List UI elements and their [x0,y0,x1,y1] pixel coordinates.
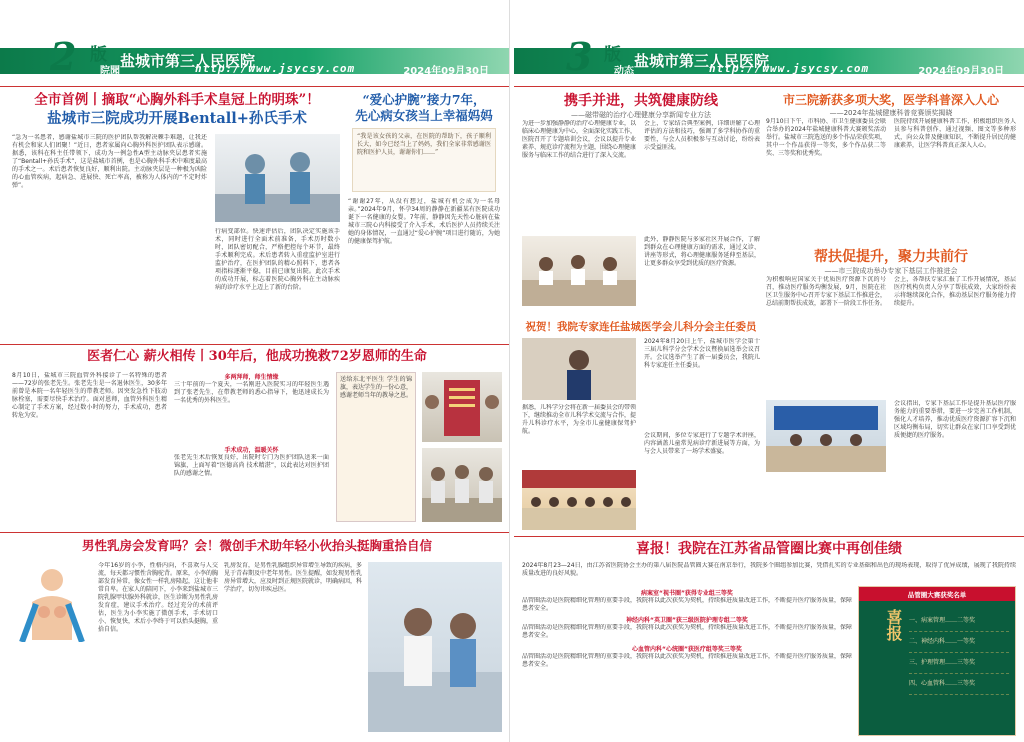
ban-label: 版 [604,45,621,65]
article-subtitle: 盐城市三院成功开展Bentall+孙氏手术 [47,110,307,127]
article-grassroots [766,248,1016,532]
poster-header: 品管圈大赛获奖名单 [859,587,1015,601]
article-body-bottom: 会议指出，专家下基层工作是提升基层医疗服务能力的重要举措，要进一步完善工作机制，强化人才培养，推动优质医疗资源扩容下沉和区域均衡布局，切实让群众在家门口享受到优质便捷的医疗服务。 [894,400,1016,439]
conference-photo [766,400,886,472]
site-url: http://www.jsycsy.com [709,62,870,75]
article-body-right: 乳房发育，是男性乳腺组织异常增生导致的疾病，多见于青春期及中老年男性。医生提醒，如发现男性乳房异常增大，应及时到正规医院就诊，明确病因，科学治疗，切勿讳疾忌医。 [224,562,362,593]
page-number: 3 [566,34,593,79]
article-body-right: 医院持续开展健康科普工作，积极组织医务人员参与科普创作，通过视频、图文等多种形式，向公众普及健康知识，不断提升居民的健康素养，让医学科普真正深入人心。 [894,118,1016,149]
article-body-right: 张老先生术后恢复良好，出院时专门为医护团队送来一面锦旗，上面写着“医德高尚 技术精湛”，以此表达对医护团队的感谢之情。 [174,454,329,477]
article-title: 医者仁心 薪火相传丨30年后，他成功挽救72岁恩师的生命 [87,349,427,364]
article-subtitle: ——市三院成功举办专家下基层工作推进会 [824,267,958,275]
ban-label: 版 [90,45,107,65]
article-pediatrics [522,320,760,532]
article-body-right: 行病变部位。快速评估后，团队决定实施该手术，同时进行全面术前准备，手术历时数小时，团队密切配合，严格把控每个环节，最终手术顺利完成。术后患者转入重症监护室进行监护治疗，在医护团队的精心照料下，患者各项指标逐渐平稳，目前已康复出院。此次手术的成功开展，标志着医院心胸外科在主动脉疾病的诊疗水平上迈上了新的台阶。 [215,228,340,291]
article-body: 8月10日，盐城市三院血管外科接诊了一名特殊的患者——72岁的张老先生。张老先生是一名退休医生，30多年前曾是本院一名年轻医生的带教老师。因突发急性下肢动脉栓塞，需要尽快手术治疗。面对恩师，血管外科医生精心制定了手术方案，经过数小时的努力，手术成功，患者转危为安。 [12,372,167,419]
banner-photo [422,372,502,442]
team-photo [422,448,502,522]
article-body-right: 会上，专家结合典型案例，详细讲解了心理评估的方法和技巧，强调了多学科协作的重要性，与会人员积极参与互动讨论，纷纷表示受益匪浅。 [644,120,760,151]
article-title: “爱心护腕”接力7年， [362,92,486,107]
surgery-photo [215,134,340,222]
poster-calligraphy: 喜报 [884,609,903,641]
article-gynecomastia [12,538,502,738]
article-love-wristband [348,92,500,332]
award-poster [858,586,1016,736]
article-body: 为积极响应国家关于优质医疗资源下沉的号召，推动医疗服务均衡发展，9月，医院在社区卫生服务中心召开专家下基层工作推进会，总结前期帮扶成效，部署下一阶段工作任务。 [766,276,886,307]
award-row: 二、神经内科……一等奖 [909,632,1009,653]
award-row: 一、病案管理……二等奖 [909,611,1009,632]
article-body: “急为一名患者，感谢盐城市三院的医护团队帮我解决棘手难题，让我还有机会和家人们团聚！”近日，患者家属向心胸外科医护团队表示感谢。据悉，该科在科主任带领下，成功为一例急性A型主动脉夹层患者实施了“Bentall+孙氏手术”，这是盐城市首例，也是心胸外科手术中难度最高的手术之一。术后患者恢复良好，顺利出院。主动脉夹层是一种极为凶险的心血管疾病，起病急、进展快、死亡率高，被称为人体内的“不定时炸弹”。 [12,134,207,189]
article-qcc [522,540,1016,740]
award-list [909,611,1009,695]
article-title: 携手并进，共筑健康防线 [564,93,718,109]
article-subtitle: ——磁带磁的治疗心理健康分享新闻专业方法 [571,111,711,119]
award-row: 四、心血管科……三等奖 [909,674,1009,695]
article-subtitle: ——2024年盐城健康科普竞赛颁奖揭晓 [829,109,953,117]
doctor-photo [368,562,502,732]
award-row: 三、护理管理……三等奖 [909,653,1009,674]
article-body-right: 据悉，儿科学分会将在新一届委员会的带领下，继续推动全市儿科学术交流与合作，提升儿科诊疗水平，为全市儿童健康保驾护航。 [522,404,636,435]
article-intro: 2024年8月23—24日，由江苏省医院协会主办的第八届医院品管圈大赛在南京举行，我院多个圈组参加比赛，凭借扎实的专业基础和出色的现场表现，取得了优异成绩，展现了我院持续质量改进的良好风貌。 [522,562,1016,577]
article-title: 祝贺！我院专家连任盐城医学会儿科分会主任委员 [525,321,757,333]
article-title: 全市首例丨摘取“心胸外科手术皇冠上的明珠”！ [34,92,320,108]
page-3 [514,0,1024,742]
speaker-photo [522,338,636,400]
article-body-right: 会上，各帮扶专家汇报了工作开展情况，基层医疗机构负责人分享了帮扶成效，大家纷纷表示将继续深化合作，推动基层医疗服务能力持续提升。 [894,276,1016,307]
thanks-sidebar: 送给东北平医生 学生的锦旗，表达学生的一份心意，感谢老师当年的教导之恩。 [336,372,416,522]
article-body: 为进一步加强静静的治疗心理健康专业，以临床心理健康为中心，全面深化实践工作，医院召开了专题培训会议，会议以提升专业素养、规范诊疗流程为主题，围绕心理健康服务与临床工作的结合进行了深入交流。 [522,120,636,159]
award-heading: 神经内科“英卫圈”获三级医院护理专组二等奖 [626,617,748,624]
section-label: 院聞 [100,66,120,77]
article-body: “谢谢27年，从没有想过，盐城有机会成为一名母亲。”2024年9月，怀孕34周的静静在新疆某有医院成功诞下一名健康的女婴。7年前，静静因先天性心脏病在盐城市三院心内科接受了介入手术，术后医护人员持续关注她的身体情况，一直通过“爱心护腕”项目进行随访，为她的健康保驾护航。 [348,198,500,245]
article-bentall [12,92,342,291]
paper-name: 盐城市第三人民医院 [634,52,770,70]
article-teacher [12,348,502,530]
masthead [514,34,1024,79]
section-heading: 手术成功，温暖关怀 [224,447,279,454]
article-science-award [766,92,1016,244]
letter-image: “我是该女孩的父亲，在医院的帮助下，孩子顺利长大，如今已经当上了妈妈，我们全家非常感谢医院和医护人员，谢谢你们……” [352,128,496,192]
issue-date: 2024年09月30日 [918,66,1004,77]
site-url: http://www.jsycsy.com [195,62,356,75]
article-body-mid: 三十年前的一个夏天，一名刚进入医院实习的年轻医生遇到了张老先生，在带教老师的悉心指导下，他迅速成长为一名优秀的外科医生。 [174,381,329,404]
article-mental-health [522,92,760,318]
article-body: 9月10日下午，市科协、市卫生健康委员会联合举办的2024年盐城健康科普大赛颁奖活动举行。盐城市三院选送的多个作品荣获奖项，其中一个作品获得一等奖，多个作品获二等奖、三等奖和优秀奖。 [766,118,886,157]
paper-name: 盐城市第三人民医院 [120,52,256,70]
group-photo [522,470,636,530]
article-body-bottom: 会议期间，多位专家进行了专题学术讲座，内容涵盖儿童常见病诊疗新进展等方面，为与会人员带来了一场学术盛宴。 [644,432,760,455]
meeting-photo [522,236,636,306]
page-2 [0,0,510,742]
award-heading: 病案室“视书圈”获得专业组三等奖 [641,590,733,597]
article-body: 今年16岁的小李，性格内向，不喜欢与人交流，每天都习惯性含胸驼背。原来，小李的胸部发育异常，像女性一样乳房隆起，这让他非常自卑。在家人的陪同下，小李来到盐城市三院乳腺甲状腺外科就诊，医生诊断为男性乳房发育症，建议手术治疗。经过充分的术前评估，医生为小李实施了微创手术，手术切口小、恢复快，术后小李终于可以抬头挺胸，重拾自信。 [98,562,218,633]
section-label: 动态 [614,66,634,77]
article-title: 帮扶促提升，聚力共前行 [814,249,968,265]
article-body-bottom: 此外，静静医院与多家社区开展合作，了解到群众在心理健康方面的需求，通过义诊、讲座等形式，将心理健康服务延伸至基层，让更多群众享受到优质的医疗资源。 [644,236,760,267]
article-body: 2024年8月20日上午，盐城市医学会第十三届儿科学分会学术会议暨换届选举会议召开。会议选举产生了新一届委员会，我院儿科专家连任主任委员。 [644,338,760,369]
award-text: 品管圈活动是医院精细化管理的重要手段，我院将以此次获奖为契机，持续推进质量改进工作，不断提升医疗服务质量，保障患者安全。 [522,597,852,612]
award-heading: 心血管内科“心统圈”获医疗组等奖三等奖 [632,646,742,653]
issue-date: 2024年09月30日 [403,66,489,77]
article-title: 男性乳房会发育吗？会！微创手术助年轻小伙抬头挺胸重拾自信 [81,538,432,553]
award-text: 品管圈活动是医院精细化管理的重要手段，我院将以此次获奖为契机，持续推进质量改进工作，不断提升医疗服务质量，保障患者安全。 [522,624,852,639]
article-title: 市三院新获多项大奖，医学科普深入人心 [782,93,999,107]
illustration-figure [12,562,92,642]
masthead [0,34,509,79]
article-subtitle: 先心病女孩当上幸福妈妈 [355,108,493,123]
page-number: 2 [50,34,77,79]
section-heading: 多两拜师，师生情缘 [224,374,279,381]
article-title: 喜报！我院在江苏省品管圈比赛中再创佳绩 [636,541,902,557]
award-text: 品管圈活动是医院精细化管理的重要手段，我院将以此次获奖为契机，持续推进质量改进工作，不断提升医疗服务质量，保障患者安全。 [522,653,852,668]
